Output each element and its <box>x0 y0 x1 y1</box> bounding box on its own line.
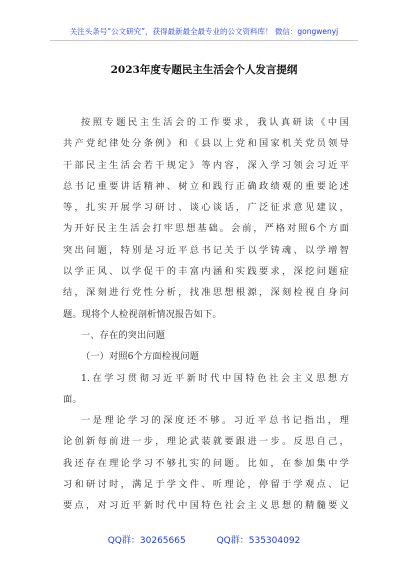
paragraph-line: 等，扎实开展学习研讨、谈心谈话，广泛征求意见建议， <box>63 202 349 214</box>
paragraph-line: 突出问题，特别是习近平总书记关于以学铸魂、以学增智 <box>63 244 349 256</box>
paragraph-line: 我还存在理论学习不够扎实的问题。比如，在参加集中学 <box>63 457 349 469</box>
paragraph-line: 共产党纪律处分条例》和《县以上党和国家机关党员领导 <box>63 138 349 150</box>
header-banner: 关注头条号“公文研究”，获得最新最全最专业的公文资料库！ 微信：gongwenyj <box>69 27 339 36</box>
paragraph-line: 论创新每前进一步，理论武装就要跟进一步。反思自己， <box>63 436 349 448</box>
item-heading-line: 面。 <box>63 393 82 405</box>
item-heading-line: 1.在学习贯彻习近平新时代中国特色社会主义思想方 <box>81 372 349 384</box>
paragraph-line: 以学正风、以学促干的丰富内涵和实践要求，深挖问题症 <box>63 266 349 278</box>
paragraph-line: 结，深刻进行党性分析，找准思想根源，深刻检视自身问 <box>63 287 349 299</box>
paragraph-line: 习和研讨时，满足于学文件、听理论，停留于学观点、记 <box>63 479 349 491</box>
paragraph-line: 一是理论学习的深度还不够。习近平总书记指出，理 <box>81 415 349 427</box>
paragraph-line: 总书记重要讲话精神、树立和践行正确政绩观的重要论述 <box>63 180 349 192</box>
section-heading: 一、存在的突出问题 <box>81 329 166 341</box>
document-body <box>63 112 349 517</box>
paragraph-line: 题。现将个人检视剖析情况报告如下。 <box>63 308 222 320</box>
footer-qq-group-2: QQ群：535304092 <box>216 536 301 546</box>
footer-contacts <box>0 533 408 546</box>
document-title: 2023年度专题民主生活会个人发言提纲 <box>110 64 298 76</box>
header-divider <box>50 40 358 41</box>
paragraph-line: 为开好民主生活会打牢思想基础。会前，严格对照6个方面 <box>63 223 349 235</box>
paragraph-line: 按照专题民主生活会的工作要求，我认真研读《中国 <box>81 117 349 128</box>
paragraph-line: 干部民主生活会若干规定》等内容，深入学习领会习近平 <box>63 159 349 171</box>
footer-qq-group-1: QQ群：30265665 <box>107 536 186 546</box>
paragraph-line: 要点，对习近平新时代中国特色社会主义思想的精髓要义 <box>63 500 349 512</box>
subsection-heading: （一）对照6个方面检视问题 <box>81 351 200 363</box>
